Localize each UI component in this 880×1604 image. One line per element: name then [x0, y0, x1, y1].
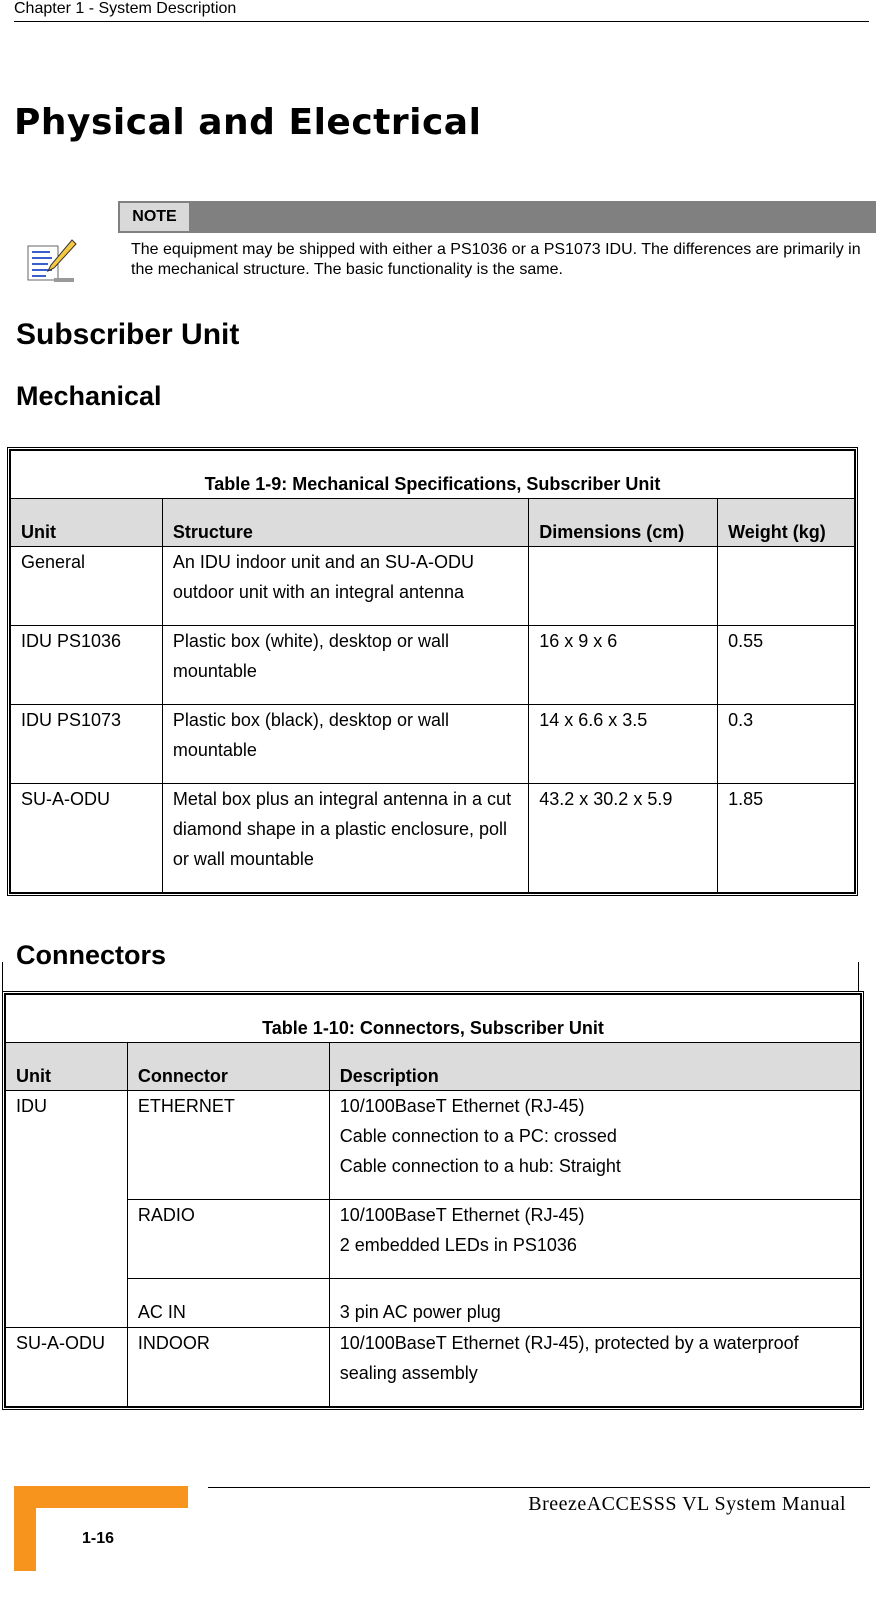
- footer-accent-bar: [14, 1486, 188, 1508]
- table-cell: Metal box plus an integral antenna in a cut diamond shape in a plastic enclosure, poll or wall mountable: [162, 784, 528, 893]
- table-row: [6, 1091, 861, 1200]
- table-cell: AC IN: [127, 1279, 329, 1328]
- table-row: [6, 1279, 861, 1328]
- note-pencil-icon: [26, 238, 78, 284]
- table-cell: General: [11, 547, 163, 626]
- table-cell: 0.55: [718, 626, 855, 705]
- description-line: 3 pin AC power plug: [339, 1302, 501, 1322]
- description-line: 10/100BaseT Ethernet (RJ-45), protected by a waterproof sealing assembly: [339, 1333, 799, 1383]
- page-number: 1-16: [82, 1530, 115, 1547]
- table-cell: 1.85: [718, 784, 855, 893]
- note-text: The equipment may be shipped with either a PS1036 or a PS1073 IDU. The differences are primarily in the mechanical structure. The basic functionality is the same.: [131, 241, 861, 278]
- table-cell: SU-A-ODU: [11, 784, 163, 893]
- table-row: [6, 1200, 861, 1279]
- table-cell: [529, 547, 718, 626]
- column-header: Unit: [11, 499, 163, 547]
- note-banner: [118, 201, 876, 233]
- connectors-table: [2, 991, 864, 1410]
- table-cell: SU-A-ODU: [6, 1328, 128, 1407]
- table-cell: 0.3: [718, 705, 855, 784]
- description-line: 2 embedded LEDs in PS1036: [339, 1235, 577, 1255]
- footer-rule: [208, 1487, 870, 1488]
- description-line: Cable connection to a hub: Straight: [339, 1156, 621, 1176]
- table-cell: 43.2 x 30.2 x 5.9: [529, 784, 718, 893]
- table-cell: 16 x 9 x 6: [529, 626, 718, 705]
- column-header: Weight (kg): [718, 499, 855, 547]
- subsection-heading-connectors: Connectors: [16, 940, 167, 970]
- description-line: Cable connection to a PC: crossed: [339, 1126, 617, 1146]
- section-heading: Subscriber Unit: [16, 318, 240, 351]
- table-cell: IDU PS1036: [11, 626, 163, 705]
- table-row: [11, 705, 855, 784]
- table-row: [6, 1328, 861, 1407]
- table-cell: IDU: [6, 1091, 128, 1328]
- table-cell: 14 x 6.6 x 3.5: [529, 705, 718, 784]
- table-cell: [718, 547, 855, 626]
- table-cell: Plastic box (white), desktop or wall mountable: [162, 626, 528, 705]
- table-cell: RADIO: [127, 1200, 329, 1279]
- column-header: Connector: [127, 1043, 329, 1091]
- table-caption: Table 1-9: Mechanical Specifications, Subscriber Unit: [11, 451, 855, 499]
- table-cell: [329, 1279, 860, 1328]
- column-header: Structure: [162, 499, 528, 547]
- running-header: Chapter 1 - System Description: [14, 0, 237, 17]
- mechanical-spec-table: [7, 447, 858, 896]
- table-cell: An IDU indoor unit and an SU-A-ODU outdoor unit with an integral antenna: [162, 547, 528, 626]
- table-cell: [329, 1091, 860, 1200]
- table-cell: [329, 1200, 860, 1279]
- table-cell: ETHERNET: [127, 1091, 329, 1200]
- column-header: Dimensions (cm): [529, 499, 718, 547]
- subsection-heading-mechanical: Mechanical: [16, 381, 162, 411]
- table-cell: Plastic box (black), desktop or wall mountable: [162, 705, 528, 784]
- description-line: 10/100BaseT Ethernet (RJ-45): [339, 1096, 585, 1116]
- footer-accent-bar-vertical: [14, 1486, 36, 1571]
- column-header: Unit: [6, 1043, 128, 1091]
- column-header: Description: [329, 1043, 860, 1091]
- table-cell: [329, 1328, 860, 1407]
- header-rule: [14, 21, 869, 22]
- table-row: [11, 784, 855, 893]
- description-line: 10/100BaseT Ethernet (RJ-45): [339, 1205, 585, 1225]
- note-label: NOTE: [120, 203, 189, 231]
- table-caption: Table 1-10: Connectors, Subscriber Unit: [6, 995, 861, 1043]
- table-row: [11, 547, 855, 626]
- table-frame-lines: [2, 962, 859, 992]
- page-title: Physical and Electrical: [14, 102, 482, 143]
- table-cell: INDOOR: [127, 1328, 329, 1407]
- table-row: [11, 626, 855, 705]
- footer-manual-title: BreezeACCESSS VL System Manual: [528, 1493, 846, 1515]
- table-cell: IDU PS1073: [11, 705, 163, 784]
